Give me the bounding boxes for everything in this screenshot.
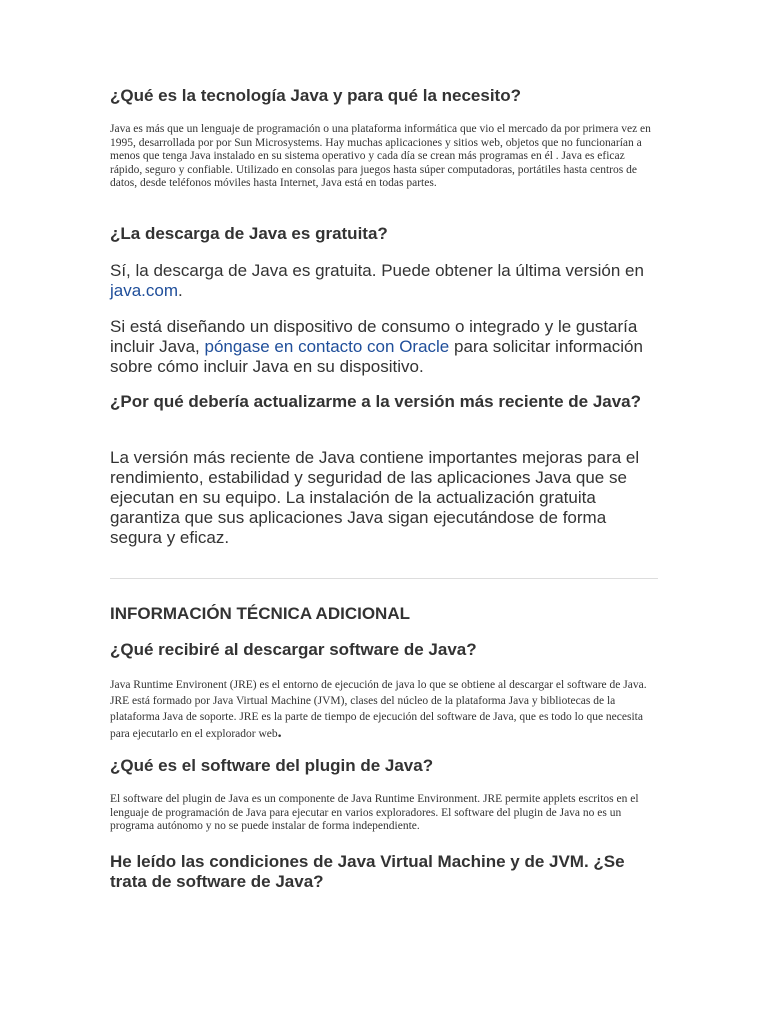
paragraph-contact-oracle [110, 317, 658, 377]
paragraph-what-download [110, 677, 658, 742]
heading-why-update: ¿Por qué debería actualizarme a la versión más reciente de Java? [110, 392, 642, 411]
free-download-text: Sí, la descarga de Java es gratuita. Puede obtener la última versión en [110, 261, 644, 280]
paragraph-plugin: El software del plugin de Java es un componente de Java Runtime Environment. JRE permite applets escritos en el lenguaje de programación de Java para ejecutar en varios exploradores. El software del plugin de Java no es un programa autónomo y no se puede instalar de forma independiente. [110, 793, 639, 832]
heading-free-download: ¿La descarga de Java es gratuita? [110, 224, 388, 243]
paragraph-free-download [110, 261, 658, 301]
heading-what-is-java: ¿Qué es la tecnología Java y para qué la necesito? [110, 86, 521, 105]
what-download-end-mark: . [277, 724, 282, 741]
contact-text-after: para solicitar información sobre cómo incluir Java en su dispositivo. [110, 337, 643, 376]
paragraph-why-update: La versión más reciente de Java contiene importantes mejoras para el rendimiento, estabilidad y seguridad de las aplicaciones Java que se ejecutan en su equipo. La instalación de la actualización gratuita garantiza que sus aplicaciones Java sigan ejecutándose de forma segura y eficaz. [110, 448, 640, 547]
section-divider [110, 578, 658, 579]
free-download-end: . [178, 281, 183, 300]
contact-text-before: Si está diseñando un dispositivo de consumo o integrado y le gustaría incluir Java, [110, 317, 638, 356]
heading-jvm: He leído las condiciones de Java Virtual Machine y de JVM. ¿Se trata de software de Java? [110, 852, 625, 891]
paragraph-what-is-java: Java es más que un lenguaje de programación o una plataforma informática que vio el mercado da por primera vez en 1995, desarrollada por por Sun Microsystems. Hay muchas aplicaciones y sitios web, objetos que no funcionarían a menos que tenga Java instalado en su sistema operativo y cada día se crean más programas en él . Java es eficaz rápido, seguro y confiable. Utilizado en consolas para juegos hasta súper computadoras, portátiles hasta centros de datos, desde teléfonos móviles hasta Internet, Java está en todas partes. [110, 123, 651, 189]
heading-technical-info: INFORMACIÓN TÉCNICA ADICIONAL [110, 604, 410, 623]
heading-plugin: ¿Qué es el software del plugin de Java? [110, 756, 434, 775]
contact-oracle-link[interactable]: póngase en contacto con Oracle [204, 337, 450, 356]
what-download-text: Java Runtime Environent (JRE) es el entorno de ejecución de java lo que se obtiene al descargar el software de Java. JRE está formado por Java Virtual Machine (JVM), clases del núcleo de la plataforma Java y bibliotecas de la plataforma Java de soporte. JRE es la parte de tiempo de ejecución del software de Java, que es todo lo que necesita para ejecutarlo en el explorador web [110, 679, 647, 740]
heading-what-download: ¿Qué recibiré al descargar software de Java? [110, 640, 477, 659]
java-com-link[interactable]: java.com [110, 281, 179, 300]
